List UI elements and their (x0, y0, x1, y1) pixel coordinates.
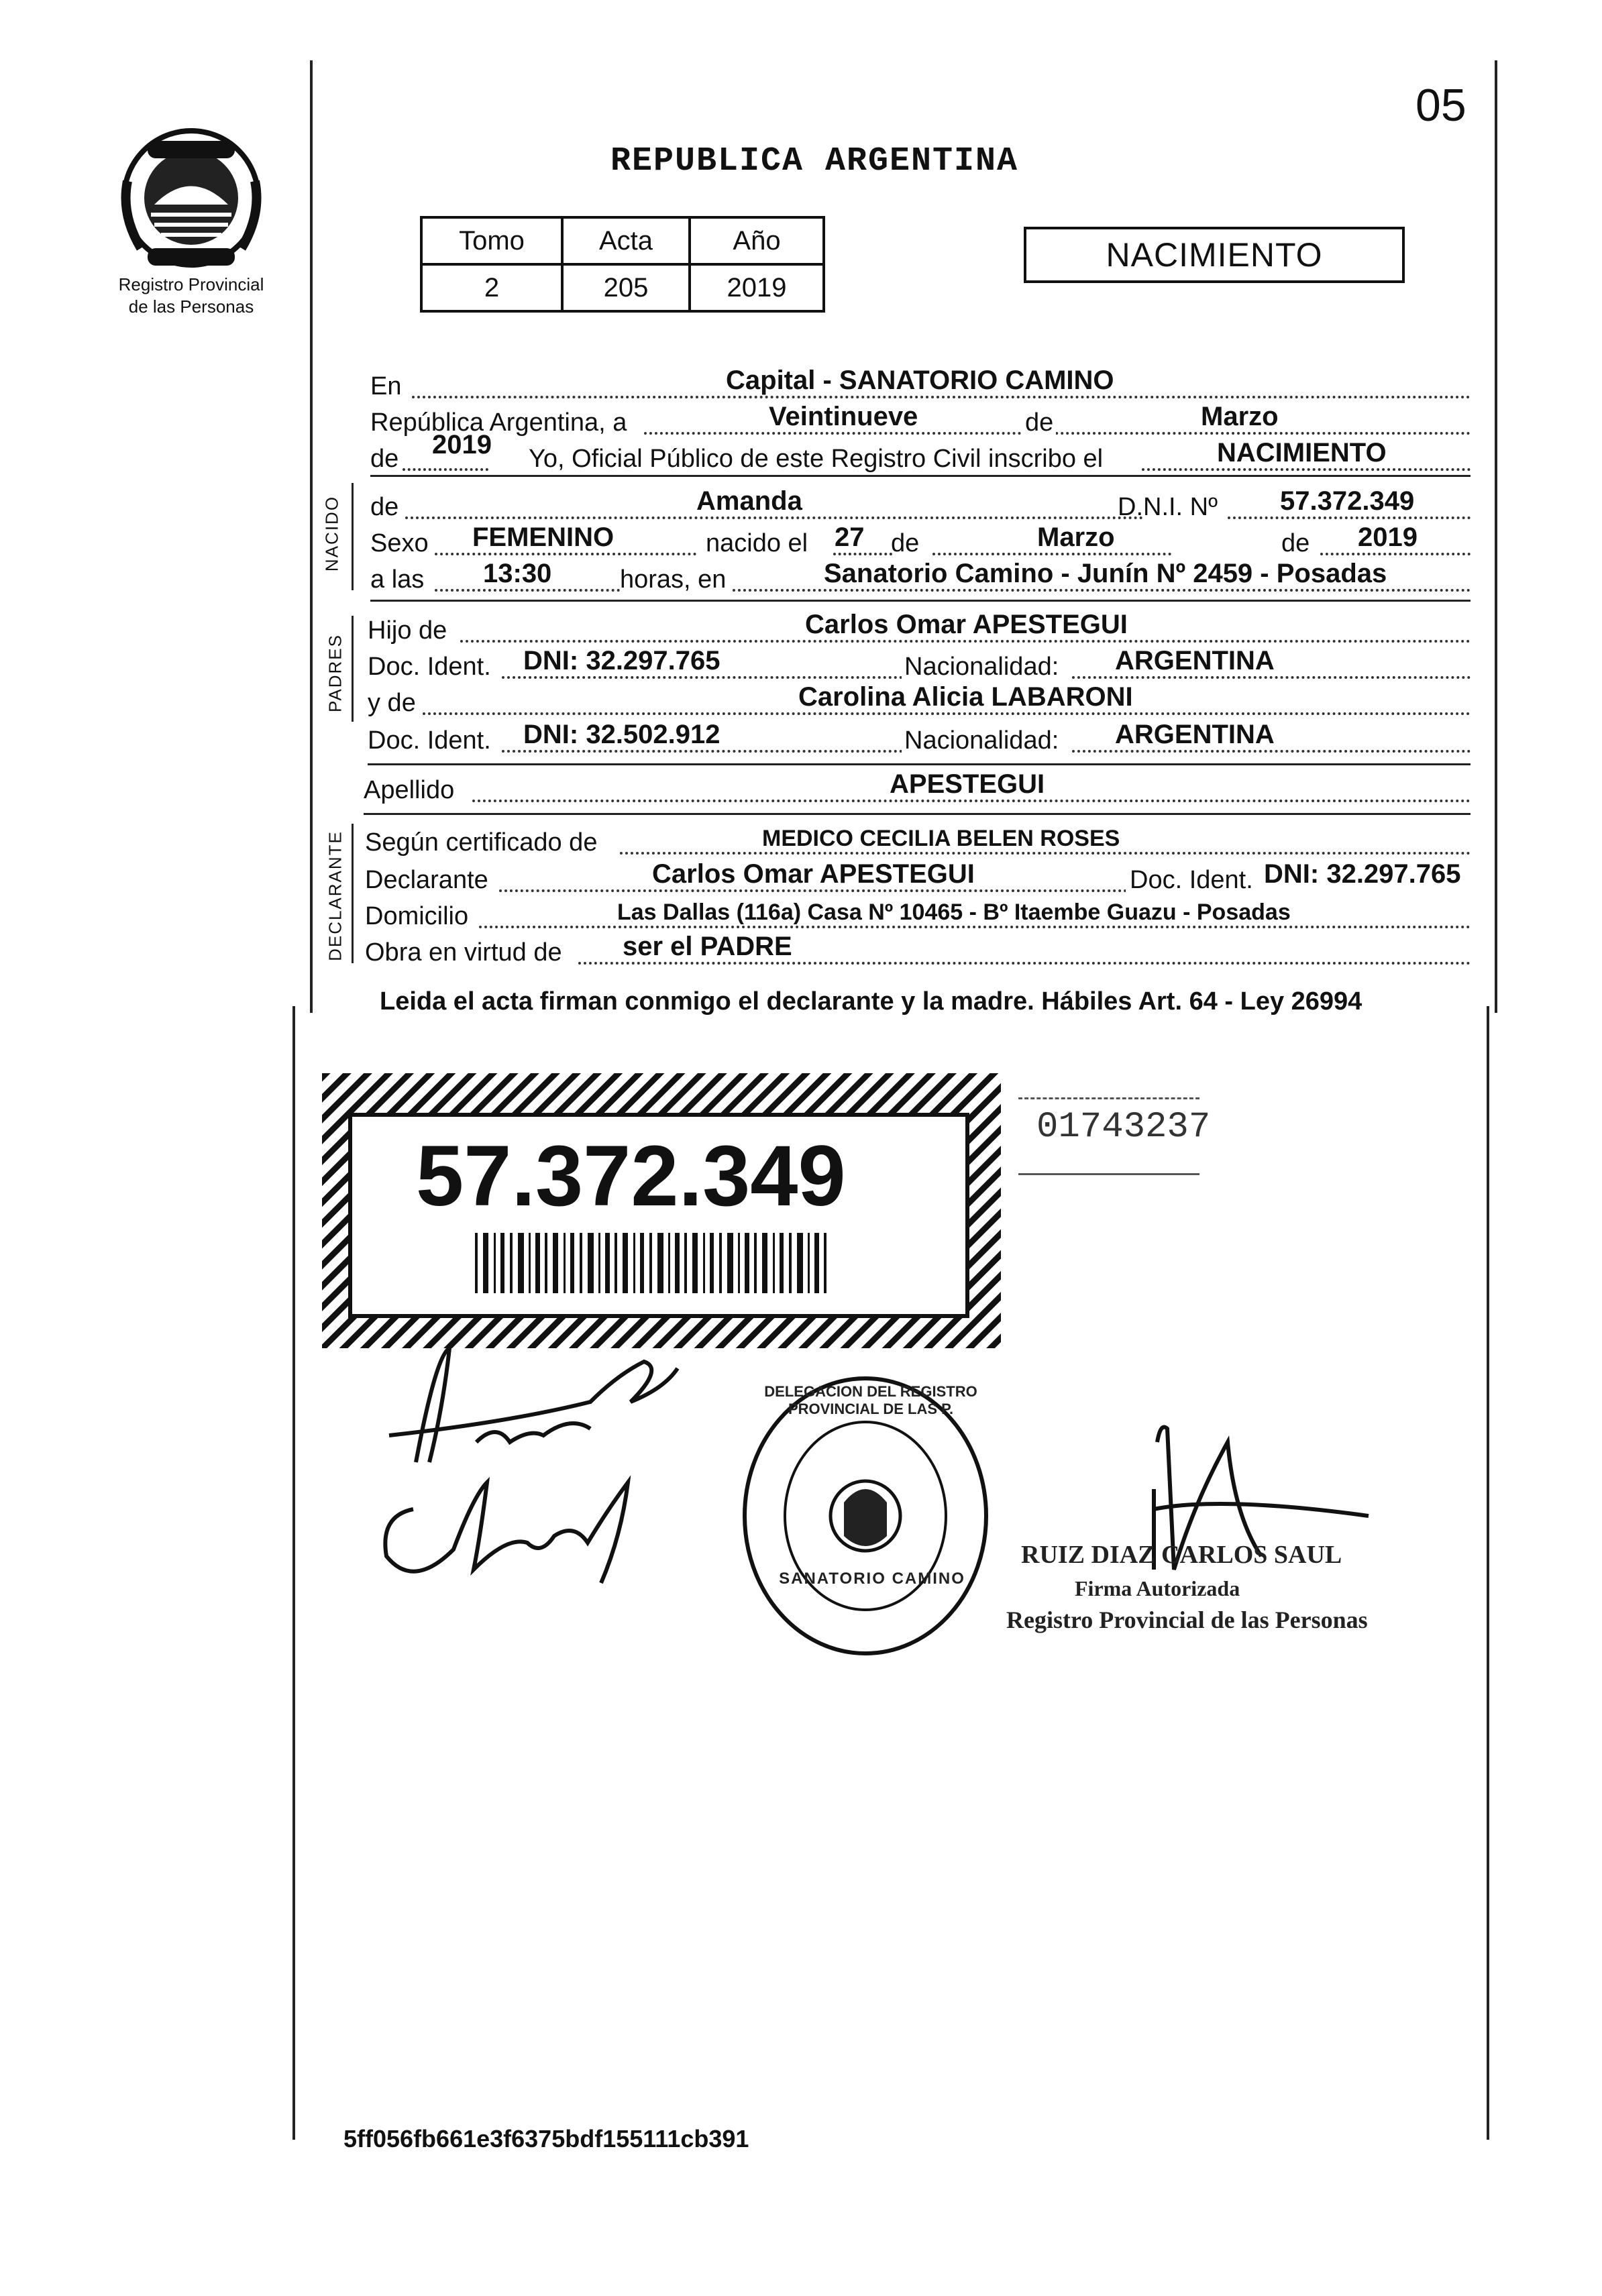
left-margin-line-lower (292, 1006, 295, 2140)
label-apellido: Apellido (364, 776, 455, 804)
value-father: Carlos Omar APESTEGUI (805, 610, 1128, 639)
section-nacido: NACIDO (321, 495, 342, 572)
header-tomo: Tomo (421, 217, 562, 264)
registry-label (101, 274, 282, 318)
stamp-number: 01743237 (1036, 1107, 1211, 1148)
row-apellido (364, 771, 1471, 806)
registry-label-line2: de las Personas (128, 296, 254, 317)
sticker-dni-number: 57.372.349 (416, 1128, 846, 1224)
record-table-value-row (421, 264, 824, 311)
label-nacionalidad: Nacionalidad: (902, 653, 1061, 681)
label-oficial: Yo, Oficial Público de este Registro Civil inscribo el (529, 445, 1104, 473)
label-horas: horas, en (620, 565, 727, 594)
value-birth-year: 2019 (1358, 523, 1418, 552)
label-republica: República Argentina, a (370, 408, 627, 437)
value-declarante-doc: DNI: 32.297.765 (1264, 859, 1461, 889)
row-father-doc (368, 648, 1471, 683)
record-table-header-row (421, 217, 824, 264)
label-en: En (370, 372, 402, 400)
declarante-signature (373, 1456, 655, 1603)
row-name (370, 488, 1471, 523)
padres-bracket (352, 616, 354, 722)
label-sexo: Sexo (370, 529, 429, 557)
value-birth-month: Marzo (1037, 523, 1115, 552)
value-domicilio: Las Dallas (116a) Casa Nº 10465 - Bº Itaembe Guazu - Posadas (617, 899, 1291, 925)
label-de4: de (1281, 529, 1310, 557)
row-domicilio (365, 897, 1471, 932)
label-y-de: y de (368, 689, 416, 717)
value-anio: 2019 (690, 264, 824, 311)
label-doc3: Doc. Ident. (1126, 866, 1257, 895)
rule-oficial (370, 475, 1471, 477)
row-en (370, 368, 1471, 402)
record-type-box: NACIMIENTO (1024, 227, 1405, 283)
label-segun: Según certificado de (365, 828, 598, 857)
value-tomo: 2 (421, 264, 562, 311)
nacido-bracket (352, 483, 354, 590)
value-year: 2019 (432, 430, 492, 459)
right-margin-line-lower (1487, 1006, 1489, 2140)
label-a-las: a las (370, 565, 425, 594)
value-sexo: FEMENINO (472, 523, 615, 552)
label-obra: Obra en virtud de (365, 938, 562, 967)
row-republica (370, 404, 1471, 439)
row-oficial (370, 430, 1471, 475)
rule-apellido (364, 813, 1471, 815)
rule-nacido (370, 600, 1471, 602)
registry-label-line1: Registro Provincial (118, 274, 264, 294)
value-mother-nat: ARGENTINA (1115, 720, 1275, 749)
label-declarante: Declarante (365, 866, 488, 894)
label-hijo: Hijo de (368, 616, 447, 645)
row-segun (365, 824, 1471, 859)
record-table (420, 216, 825, 313)
row-mother-doc (368, 722, 1471, 757)
document-hash: 5ff056fb661e3f6375bdf155111cb391 (343, 2125, 749, 2152)
header-anio: Año (690, 217, 824, 264)
label-dni: D.N.I. Nº (1118, 493, 1218, 521)
value-place: Capital - SANATORIO CAMINO (726, 366, 1114, 395)
label-de2: de (370, 445, 399, 473)
row-hora (370, 561, 1471, 596)
label-doc2: Doc. Ident. (368, 726, 491, 755)
official-line2: Firma Autorizada (1075, 1576, 1240, 1600)
round-stamp-outer-text: DELEGACION DEL REGISTRO PROVINCIAL DE LAS P. (764, 1383, 977, 1417)
value-obra: ser el PADRE (623, 932, 792, 961)
right-margin-line (1495, 60, 1497, 1013)
rule-padres (368, 763, 1471, 765)
signature-notice: Leida el acta firman conmigo el declarante y la madre. Hábiles Art. 64 - Ley 26994 (380, 987, 1363, 1016)
row-sexo (370, 525, 1471, 559)
row-hijo (368, 612, 1471, 647)
official-name: RUIZ DIAZ CARLOS SAUL (1021, 1541, 1342, 1569)
value-act: NACIMIENTO (1217, 438, 1387, 468)
label-doc: Doc. Ident. (368, 653, 491, 681)
label-nacionalidad2: Nacionalidad: (902, 726, 1061, 755)
left-margin-line (310, 60, 313, 1013)
row-y-de (368, 684, 1471, 719)
label-de3: de (891, 529, 920, 557)
row-obra (365, 934, 1471, 969)
value-father-nat: ARGENTINA (1115, 646, 1275, 675)
value-birth-day: 27 (835, 523, 865, 552)
label-nacido: nacido el (706, 529, 808, 557)
section-declarante: DECLARANTE (325, 830, 345, 961)
value-month: Marzo (1201, 402, 1279, 431)
page-number: 05 (1416, 80, 1466, 131)
value-mother: Carolina Alicia LABARONI (798, 682, 1133, 712)
section-padres: PADRES (325, 634, 345, 712)
value-apellido: APESTEGUI (890, 769, 1045, 799)
value-day: Veintinueve (769, 402, 918, 431)
label-de: de (1022, 408, 1056, 437)
value-certificado: MEDICO CECILIA BELEN ROSES (762, 826, 1120, 851)
label-domicilio: Domicilio (365, 902, 469, 930)
value-dni: 57.372.349 (1280, 486, 1415, 516)
header-acta: Acta (562, 217, 690, 264)
value-birth-place: Sanatorio Camino - Junín Nº 2459 - Posadas (824, 559, 1387, 588)
value-name: Amanda (696, 486, 802, 516)
declarante-bracket (352, 824, 354, 963)
value-declarante: Carlos Omar APESTEGUI (652, 859, 975, 889)
document-title: REPUBLICA ARGENTINA (610, 142, 1019, 180)
official-line3: Registro Provincial de las Personas (1006, 1606, 1368, 1633)
label-de-name: de (370, 493, 399, 521)
value-mother-doc: DNI: 32.502.912 (523, 720, 720, 749)
value-father-doc: DNI: 32.297.765 (523, 646, 720, 675)
round-stamp-inner-text: SANATORIO CAMINO (779, 1570, 965, 1588)
value-time: 13:30 (483, 559, 552, 588)
row-declarante (365, 861, 1471, 896)
value-acta: 205 (562, 264, 690, 311)
